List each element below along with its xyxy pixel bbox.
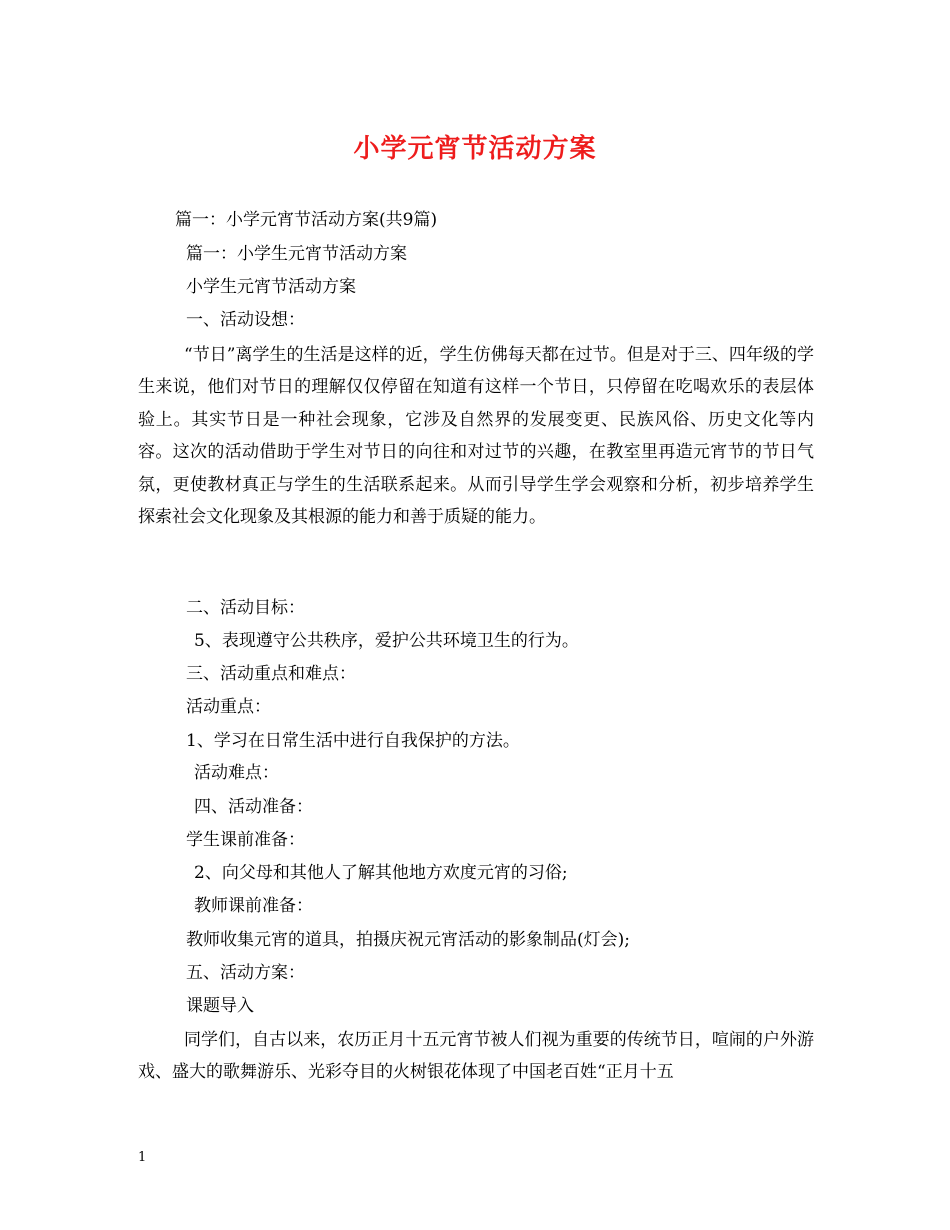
section-heading: 五、活动方案： xyxy=(186,963,305,983)
text-line: 课题导入 xyxy=(186,996,254,1016)
text-line: 2、向父母和其他人了解其他地方欢度元宵的习俗; xyxy=(194,863,568,883)
text-line: 1、学习在日常生活中进行自我保护的方法。 xyxy=(186,731,520,751)
page-number: 1 xyxy=(138,1150,147,1165)
text-line: 篇一：小学元宵节活动方案(共9篇) xyxy=(175,210,438,230)
document-title: 小学元宵节活动方案 xyxy=(353,134,597,164)
section-heading: 二、活动目标： xyxy=(186,598,305,618)
text-line: 活动重点： xyxy=(186,697,271,717)
text-line: 小学生元宵节活动方案 xyxy=(186,277,356,297)
section-heading: 一、活动设想： xyxy=(186,310,305,330)
section-heading: 四、活动准备： xyxy=(194,797,313,817)
text-line: 教师收集元宵的道具，拍摄庆祝元宵活动的影象制品(灯会); xyxy=(186,930,630,950)
section-heading: 三、活动重点和难点： xyxy=(186,664,356,684)
text-line: 5、表现遵守公共秩序，爱护公共环境卫生的行为。 xyxy=(194,631,579,651)
text-line: 教师课前准备： xyxy=(194,896,313,916)
paragraph: “节日”离学生的生活是这样的近，学生仿佛每天都在过节。但是对于三、四年级的学生来说，他们对节日的理解仅仅停留在知道有这样一个节日，只停留在吃喝欢乐的表层体验上。其实节日是一种社会现象，它涉及自然界的发展变更、民族风俗、历史文化等内容。这次的活动借助于学生对节日的向往和对过节的兴趣，在教室里再造元宵节的节日气氛，更使教材真正与学生的生活联系起来。从而引导学生学会观察和分析，初步培养学生探索社会文化现象及其根源的能力和善于质疑的能力。 xyxy=(138,345,814,528)
paragraph: 同学们，自古以来，农历正月十五元宵节被人们视为重要的传统节日，喧闹的户外游戏、盛大的歌舞游乐、光彩夺目的火树银花体现了中国老百姓“正月十五 xyxy=(138,1030,814,1083)
text-line: 篇一：小学生元宵节活动方案 xyxy=(186,244,407,264)
text-line: 活动难点： xyxy=(194,763,279,783)
text-line: 学生课前准备： xyxy=(186,830,305,850)
